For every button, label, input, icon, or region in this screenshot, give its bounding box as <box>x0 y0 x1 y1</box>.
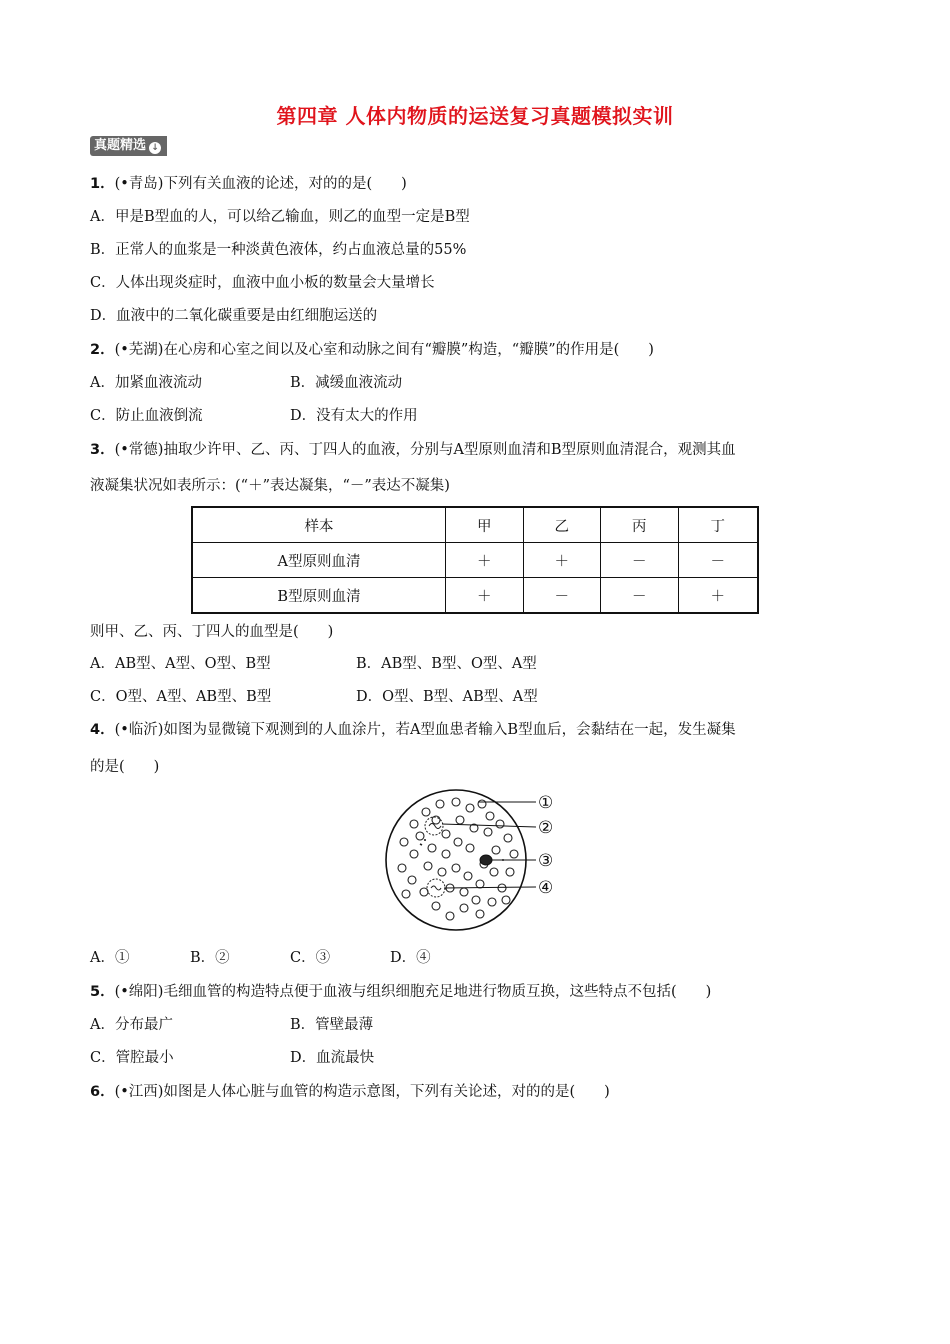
q4-option-c: C．③ <box>290 950 331 966</box>
question-number: 3． <box>90 442 115 458</box>
question-stem: (•临沂)如图为显微镜下观测到的人血涂片，若A型血患者输入B型血后，会黏结在一起，发生凝集 <box>114 722 736 738</box>
question-4 <box>90 718 736 739</box>
question-number: 6． <box>90 1084 115 1100</box>
question-3 <box>90 438 736 459</box>
q5-options-row2 <box>90 1046 690 1067</box>
table-row <box>192 543 758 578</box>
question-stem: (•绵阳)毛细血管的构造特点便于血液与组织细胞充足地进行物质互换，这些特点不包括( ) <box>114 984 712 1000</box>
q3-option-d: D．O型、B型、AB型、A型 <box>356 689 538 705</box>
question-stem: (•芜湖)在心房和心室之间以及心室和动脉之间有“瓣膜”构造，“瓣膜”的作用是( ) <box>114 342 654 358</box>
table-cell: － <box>678 543 758 578</box>
question-3-stem-cont: 液凝集状况如表所示：(“＋”表达凝集，“－”表达不凝集) <box>90 478 450 494</box>
table-header-cell: 丙 <box>601 507 679 543</box>
table-cell: ＋ <box>446 578 524 614</box>
q3-options-row2 <box>90 685 690 706</box>
question-number: 4． <box>90 722 115 738</box>
blood-smear-figure <box>384 784 574 936</box>
q4-options <box>90 946 490 967</box>
white-blood-cells <box>425 817 445 897</box>
q2-options-row2 <box>90 404 690 425</box>
q5-option-a: A．分布最广 <box>90 1017 173 1033</box>
section-tag-label: 真题精选 <box>94 138 147 153</box>
question-stem: (•江西)如图是人体心脏与血管的构造示意图，下列有关论述，对的的是( ) <box>114 1084 610 1100</box>
label-3: ③ <box>538 851 554 871</box>
question-number: 1． <box>90 176 115 192</box>
platelet-cluster <box>480 855 492 865</box>
q3-option-a: A．AB型、A型、O型、B型 <box>90 656 271 672</box>
question-number: 5． <box>90 984 115 1000</box>
table-row <box>192 578 758 614</box>
table-cell: ＋ <box>678 578 758 614</box>
agglutination-table <box>191 506 759 614</box>
table-cell: － <box>523 578 601 614</box>
table-cell: A型原则血清 <box>192 543 446 578</box>
table-header-cell: 乙 <box>523 507 601 543</box>
table-cell: B型原则血清 <box>192 578 446 614</box>
table-cell: ＋ <box>446 543 524 578</box>
label-2: ② <box>538 818 554 838</box>
question-5 <box>90 980 711 1001</box>
down-arrow-icon: ↓ <box>149 142 161 154</box>
q2-options-row1 <box>90 371 690 392</box>
question-stem: (•青岛)下列有关血液的论述，对的的是( ) <box>114 176 407 192</box>
question-number: 2． <box>90 342 115 358</box>
q4-option-a: A．① <box>90 950 130 966</box>
q3-options-row1 <box>90 652 690 673</box>
q2-option-d: D．没有太大的作用 <box>290 408 418 424</box>
question-3-prompt: 则甲、乙、丙、丁四人的血型是( ) <box>90 624 334 640</box>
table-header-cell: 丁 <box>678 507 758 543</box>
table-cell: ＋ <box>523 543 601 578</box>
question-2 <box>90 338 654 359</box>
q5-options-row1 <box>90 1013 690 1034</box>
question-6 <box>90 1080 610 1101</box>
table-header-cell: 样本 <box>192 507 446 543</box>
table-cell: － <box>601 578 679 614</box>
red-blood-cells <box>398 798 518 920</box>
q1-option-a: A．甲是B型血的人，可以给乙输血，则乙的血型一定是B型 <box>90 209 470 225</box>
question-1 <box>90 172 407 193</box>
q5-option-b: B．管壁最薄 <box>290 1017 374 1033</box>
q2-option-b: B．减缓血液流动 <box>290 375 403 391</box>
label-4: ④ <box>538 878 554 898</box>
label-1: ① <box>538 793 554 813</box>
question-4-stem-cont: 的是( ) <box>90 759 160 775</box>
page-title: 第四章 人体内物质的运送复习真题模拟实训 <box>276 104 674 128</box>
q3-option-b: B．AB型、B型、O型、A型 <box>356 656 537 672</box>
q2-option-c: C．防止血液倒流 <box>90 408 203 424</box>
table-header-cell: 甲 <box>446 507 524 543</box>
q2-option-a: A．加紧血液流动 <box>90 375 202 391</box>
q3-option-c: C．O型、A型、AB型、B型 <box>90 689 272 705</box>
q1-option-c: C．人体出现炎症时，血液中血小板的数量会大量增长 <box>90 275 435 291</box>
table-cell: － <box>601 543 679 578</box>
q4-option-d: D．④ <box>390 950 431 966</box>
q1-option-b: B．正常人的血浆是一种淡黄色液体，约占血液总量的55% <box>90 242 467 258</box>
q5-option-d: D．血流最快 <box>290 1050 375 1066</box>
q4-option-b: B．② <box>190 950 230 966</box>
q1-option-d: D．血液中的二氧化碳重要是由红细胞运送的 <box>90 308 378 324</box>
question-stem: (•常德)抽取少许甲、乙、丙、丁四人的血液，分别与A型原则血清和B型原则血清混合，观测其血 <box>114 442 736 458</box>
section-tag <box>90 136 167 156</box>
q5-option-c: C．管腔最小 <box>90 1050 174 1066</box>
table-header-row <box>192 507 758 543</box>
